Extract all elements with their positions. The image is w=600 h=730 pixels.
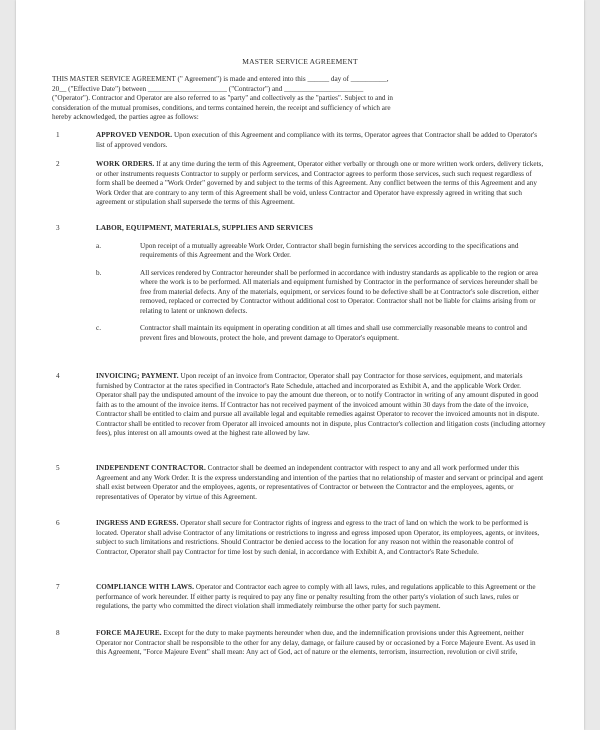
section-text: Except for the duty to make payments hereunder when due, and the indemnification provisions under this Agreement, neither Operator nor Contractor shall be responsible to the other for any delay, damage, or failure caused by or occasioned by a Force Majeure Event. As used in this Agreement, "Force Majeure Event" shall mean: Any act of God, act of nature or the elements, terrorism, insurrection, revolution or civil strife, (96, 629, 536, 656)
section-heading: FORCE MAJEURE. (96, 629, 162, 637)
subitem-letter: c. (96, 324, 101, 332)
subitem-a (96, 242, 546, 261)
section-number: 5 (56, 464, 60, 472)
subitem-text: Upon receipt of a mutually agreeable Work Order, Contractor shall begin furnishing the services according to the specifications and requirements of this Agreement and the Work Order. (140, 241, 519, 259)
intro-paragraph (52, 75, 546, 123)
intro-line: THIS MASTER SERVICE AGREEMENT (" Agreement") is made and entered into this ______ day of __________, (52, 75, 389, 83)
intro-line: consideration of the mutual promises, conditions, and terms contained herein, the receipt and sufficiency of which are (52, 103, 391, 112)
document-title: MASTER SERVICE AGREEMENT (242, 57, 358, 66)
section-text: Contractor shall be deemed an independent contractor with respect to any and all work performed under this Agreement and any Work Order. It is the express understanding and intention of the parties that no relationship of master and servant or principal and agent shall exist between Operator and the employees, agents, or representatives of Contractor or between the Contractor and the employees, agents, or representatives of Operator by virtue of this Agreement. (96, 464, 544, 501)
section-heading: INDEPENDENT CONTRACTOR. (96, 464, 206, 472)
section-number: 4 (56, 372, 60, 380)
subitem-letter: b. (96, 268, 102, 277)
section-text: Upon execution of this Agreement and compliance with its terms, Operator agrees that Contractor shall be added to Operator's list of approved vendors. (96, 131, 538, 149)
section-text: Operator shall secure for Contractor rights of ingress and egress to the tract of land on which the work to be performed is located. Operator shall advise Contractor of any limitations or restrictions to ingress and egress imposed upon Operator, its employees, agents, or invitees, subject to such limitations and restrictions. Should Contractor be denied access to the location for any reason not within the reasonable control of Contractor, Operator shall pay Contractor for time lost by such denial, in accordance with Exhibit A, and Contractor's Rate Schedule. (96, 519, 540, 556)
section-text: Upon receipt of an invoice from Contractor, Operator shall pay Contractor for those services, equipment, and materials furnished by Contractor at the rates specified in Contractor's Rate Schedule, attached and incorporated as Exhibit A, and the applicable Work Order. Operator shall pay the undisputed amount of the invoice to pay the amount due thereon, or to notify Contractor in writing of any amount disputed in good faith as to the amount of the invoice items. If Contractor has not received payment of the invoiced amount within 30 days from the date of the invoice, Contractor shall be entitled to claim and pursue all available legal and equitable remedies against Operator to recover the invoiced amounts not in dispute. Contractor shall be entitled to recover from Operator all invoiced amounts not in dispute, plus Contractor's collection and litigation costs (including attorney fees), plus interest on all amounts owed at the highest rate allowed by law. (96, 372, 546, 437)
section-number: 7 (56, 583, 60, 591)
section-heading: COMPLIANCE WITH LAWS. (96, 583, 195, 591)
intro-line: ("Operator"). Contractor and Operator are also referred to as "party" and collectively as the "parties". Subject to and in (52, 94, 393, 102)
section-number: 2 (56, 160, 60, 168)
intro-line: hereby acknowledged, the parties agree as follows: (52, 113, 199, 121)
section-text: If at any time during the term of this Agreement, Operator either verbally or through one or more written work orders, delivery tickets, or other instruments requests Contractor to supply or perform services, and Contractor agrees to perform those services, such such request regardless of form shall be deemed a "Work Order" governed by and subject to the terms of this Agreement. Any conflict between the terms of this Agreement and any Work Order that are contrary to any term of this Agreement shall be void, unless Contractor and Operator have expressly agreed in writing that such agreement or stipulation shall supersede the terms of this Agreement. (96, 160, 544, 206)
document-page (16, 0, 584, 730)
section-heading: WORK ORDERS. (96, 160, 155, 168)
section-heading: LABOR, EQUIPMENT, MATERIALS, SUPPLIES AND SERVICES (96, 224, 313, 232)
section-heading: APPROVED VENDOR. (96, 131, 173, 139)
section-number: 1 (56, 131, 60, 139)
subitem-text: Contractor shall maintain its equipment in operating condition at all times and shall use commercially reasonable means to control and prevent fires and blowouts, protect the hole, and prevent damage to Operator's equipment. (140, 324, 528, 342)
section-number: 6 (56, 519, 60, 527)
section-number: 8 (56, 629, 60, 637)
subitem-b (96, 269, 546, 317)
subitem-text: All services rendered by Contractor hereunder shall be performed in accordance with industry standards as applicable to the region or area where the work is to be performed. All materials and equipment furnished by Contractor in the performance of services hereunder shall be free from material defects. Any of the materials, equipment, or services found to be defective shall be at Contractor's sole discretion, either removed, replaced or corrected by Contractor without additional cost to Operator. Contractor shall not be liable for claims arising from or relating to latent or unknown defects. (140, 268, 539, 315)
subitem-c (96, 324, 546, 343)
intro-line: 20__ ("Effective Date") between ______________________ ("Contractor") and ______________________ (52, 84, 364, 93)
section-heading: INGRESS AND EGRESS. (96, 519, 179, 527)
section-heading: INVOICING; PAYMENT. (96, 372, 179, 380)
section-text: Operator and Contractor each agree to comply with all laws, rules, and regulations applicable to this Agreement or the performance of work hereunder. If either party is required to pay any fine or penalty resulting from the other party's violation of such laws, rules or regulations, the party who committed the direct violation shall immediately reimburse the other party for such payment. (96, 583, 536, 610)
section-number: 3 (56, 224, 60, 232)
subitem-letter: a. (96, 241, 101, 250)
